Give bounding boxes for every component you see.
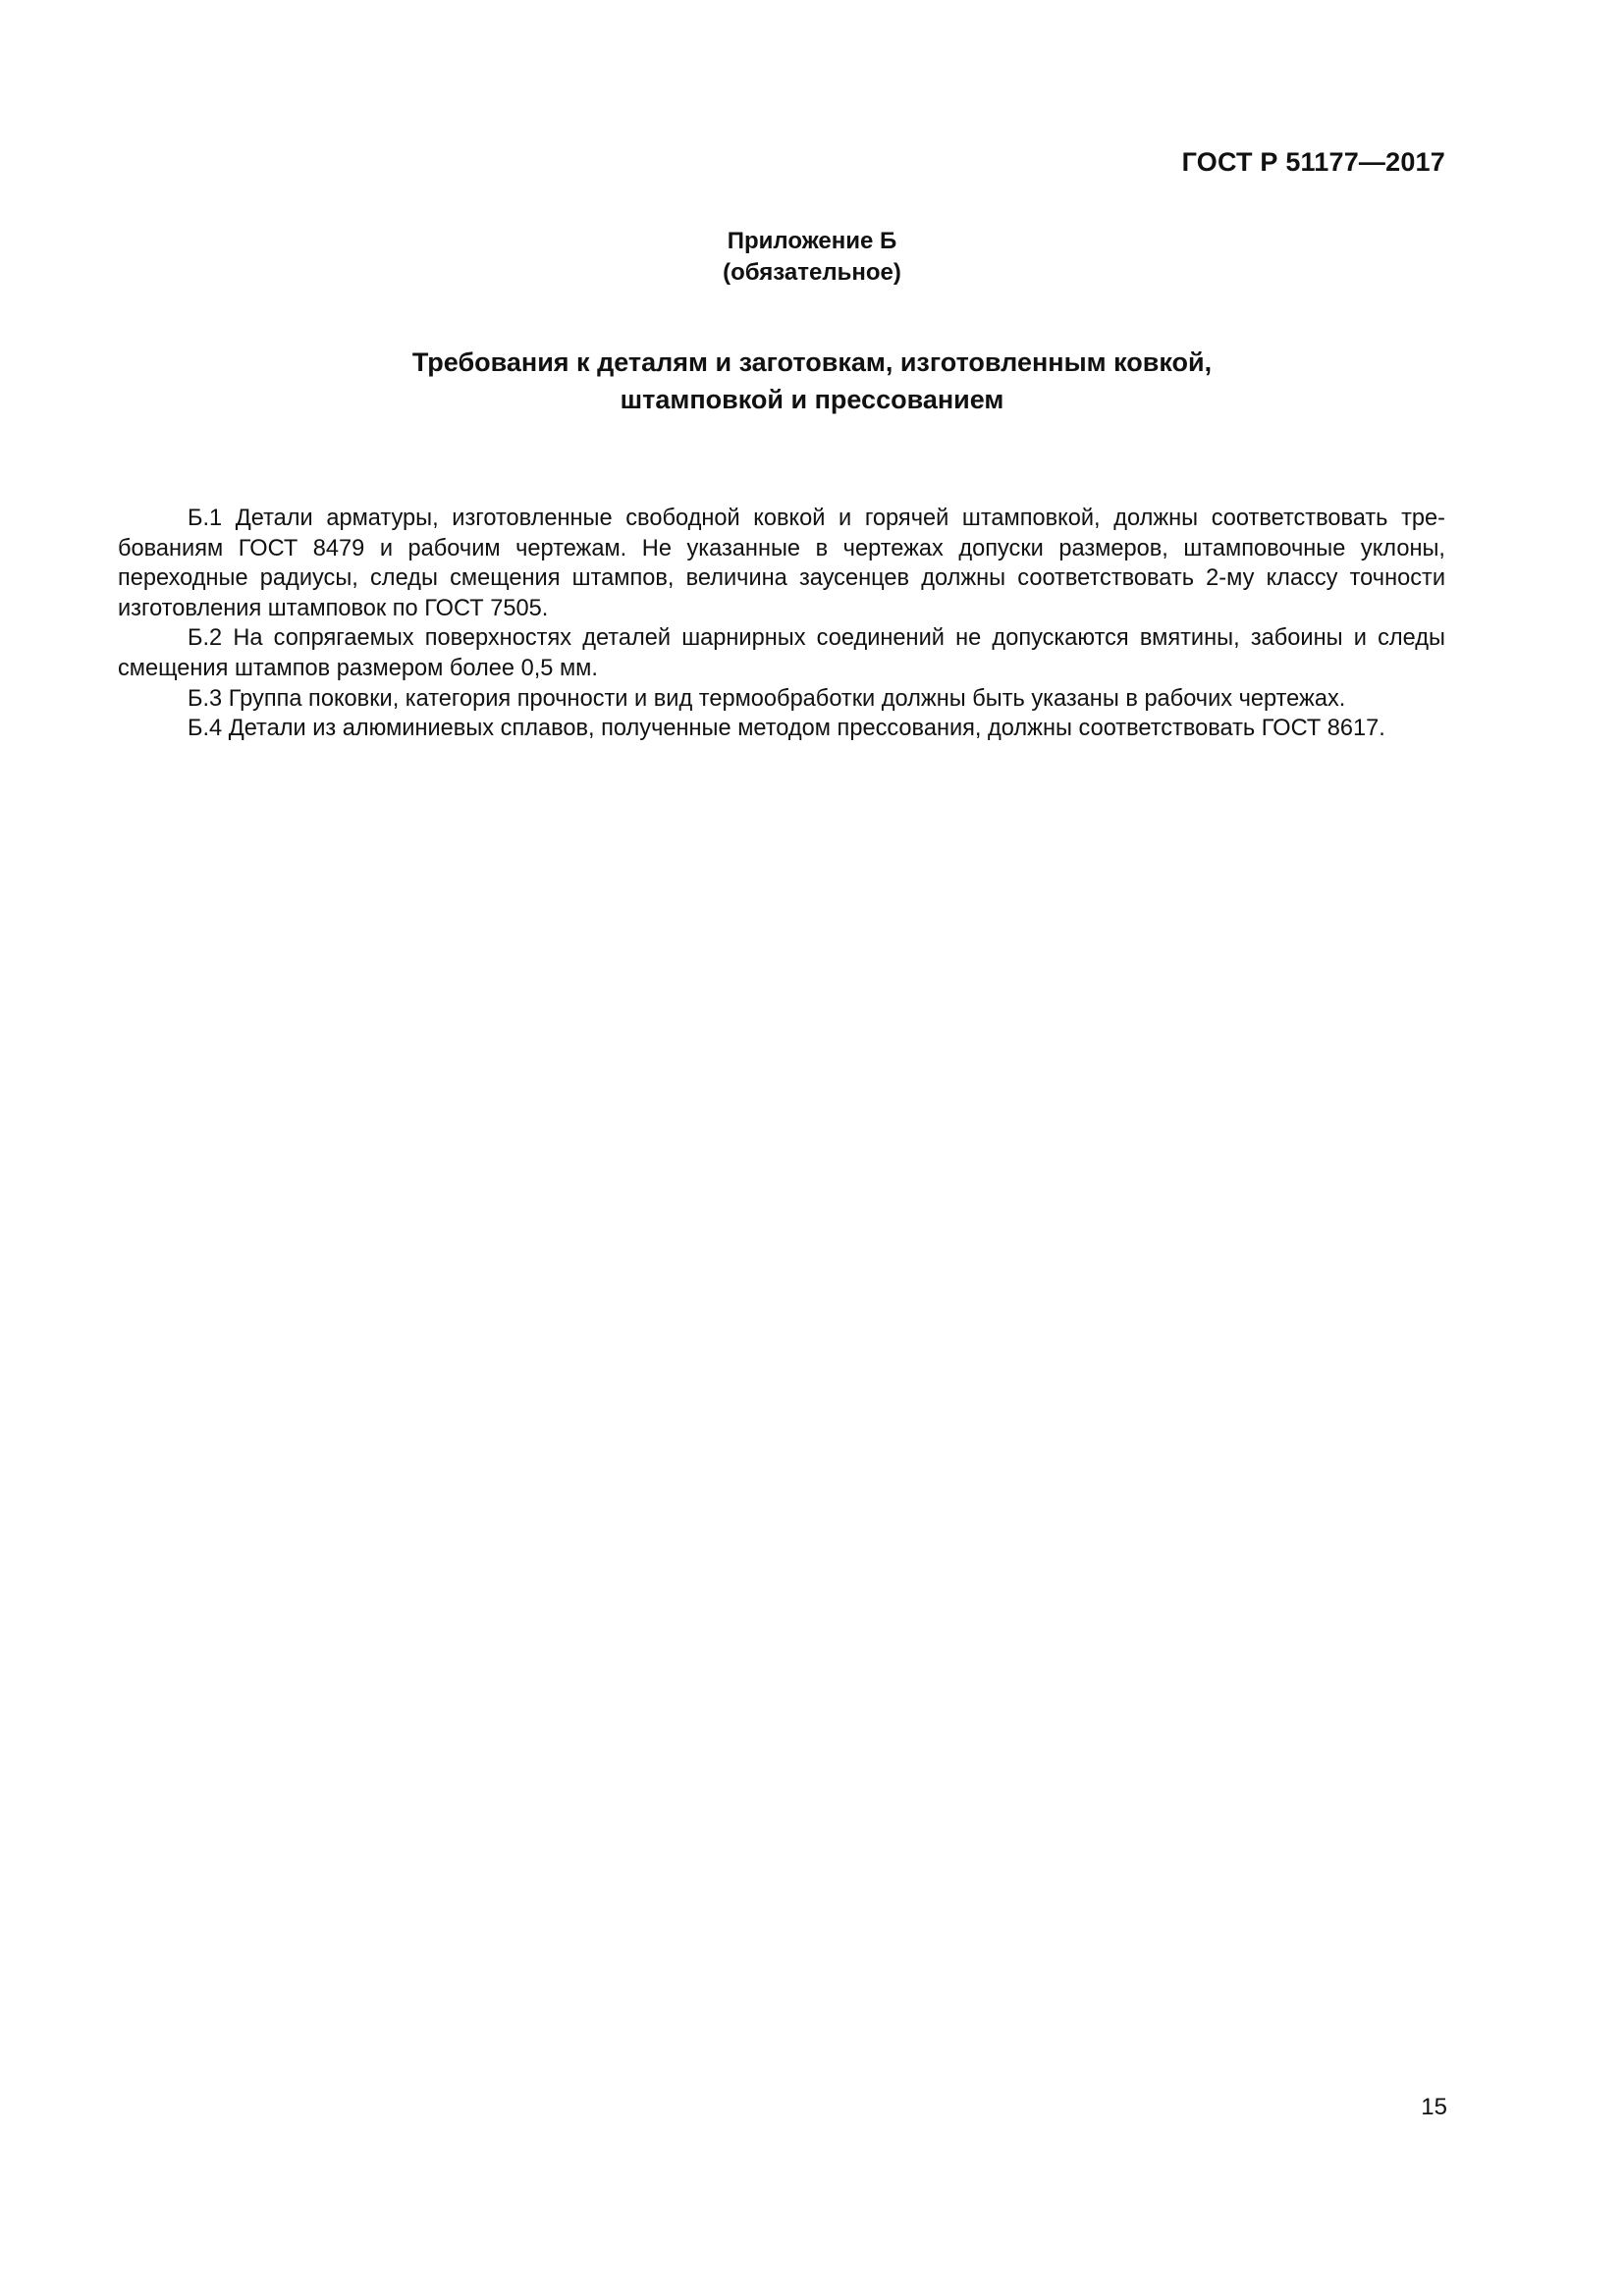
paragraph-b3: Б.3 Группа поковки, категория прочности и вид термообработки должны быть указаны в рабочих чертежах. [188,685,1346,712]
section-title-line-2: штамповкой и прессованием [620,385,1004,414]
page-number: 15 [1421,2094,1447,2120]
appendix-heading [0,226,1624,289]
appendix-status: (обязательное) [723,259,901,286]
section-title [0,344,1624,418]
appendix-label: Приложение Б [727,228,897,254]
body-text [118,504,1445,744]
paragraph-b1: Б.1 Детали арматуры, изготовленные свободной ковкой и горячей штамповкой, должны соответствовать требованиям ГОСТ 8479 и рабочим чертежам. Не указанные в чертежах допуски размеров, штамповочные уклоны, переходные радиусы, следы смещения штампов, величина заусенцев должны соответствовать 2-му классу точности изготовления штамповок по ГОСТ 7505. [118,506,1445,621]
document-code: ГОСТ Р 51177—2017 [1181,147,1445,177]
section-title-line-1: Требования к деталям и заготовкам, изготовленным ковкой, [411,347,1213,377]
paragraph-b2: Б.2 На сопрягаемых поверхностях деталей шарнирных соединений не допускаются вмятины, забоины и следы смещения штампов размером более 0,5 мм. [118,625,1445,681]
paragraph-b4: Б.4 Детали из алюминиевых сплавов, полученные методом прессования, должны соответствовать ГОСТ 8617. [188,716,1385,742]
